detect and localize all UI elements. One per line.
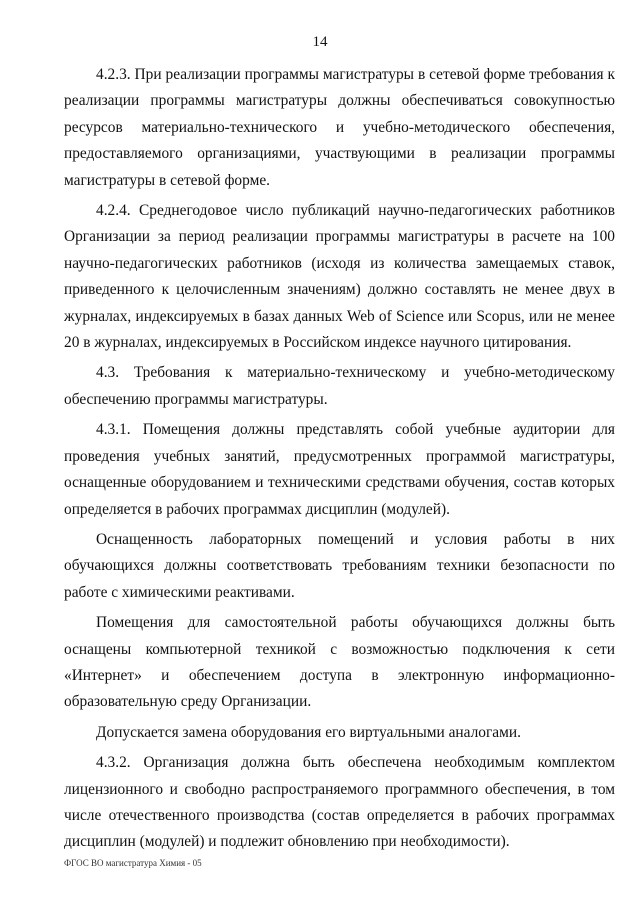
paragraph-lab-equipment: Оснащенность лабораторных помещений и условия работы в них обучающихся должны соответствовать требованиям техники безопасности по работе с химическими реактивами.	[64, 530, 615, 601]
paragraph-4-3-1: 4.3.1. Помещения должны представлять собой учебные аудитории для проведения учебных занятий, предусмотренных программой магистратуры, оснащенные оборудованием и техническими средствами обучения, состав которых определяется в рабочих программах дисциплин (модулей).	[64, 421, 615, 518]
paragraph-4-3-2: 4.3.2. Организация должна быть обеспечена необходимым комплектом лицензионного и свободно распространяемого программного обеспечения, в том числе отечественного производства (состав определяется в рабочих программах дисциплин (модулей) и подлежит обновлению при необходимости).	[64, 754, 615, 851]
paragraph-4-2-3: 4.2.3. При реализации программы магистратуры в сетевой форме требования к реализации программы магистратуры должны обеспечиваться совокупностью ресурсов материально-технического и учебно-методического обеспечения, предоставляемого организациями, участвующими в реализации программы магистратуры в сетевой форме.	[64, 66, 615, 189]
document-body	[64, 62, 615, 860]
paragraph-virtual-analogs: Допускается замена оборудования его виртуальными аналогами.	[96, 723, 521, 741]
footer-label: ФГОС ВО магистратура Химия - 05	[64, 858, 202, 868]
paragraph-self-study-rooms: Помещения для самостоятельной работы обучающихся должны быть оснащены компьютерной техникой с возможностью подключения к сети «Интернет» и обеспечением доступа в электронную информационно-образовательную среду Организации.	[64, 614, 615, 711]
paragraph-4-2-4: 4.2.4. Среднегодовое число публикаций научно-педагогических работников Организации за период реализации программы магистратуры в расчете на 100 научно-педагогических работников (исходя из количества замещаемых ставок, приведенного к целочисленным значениям) должно составлять не менее двух в журналах, индексируемых в базах данных Web of Science или Scopus, или не менее 20 в журналах, индексируемых в Российском индексе научного цитирования.	[64, 202, 615, 352]
paragraph-4-3: 4.3. Требования к материально-техническому и учебно-методическому обеспечению программы магистратуры.	[64, 364, 615, 408]
page-number: 14	[312, 34, 328, 50]
